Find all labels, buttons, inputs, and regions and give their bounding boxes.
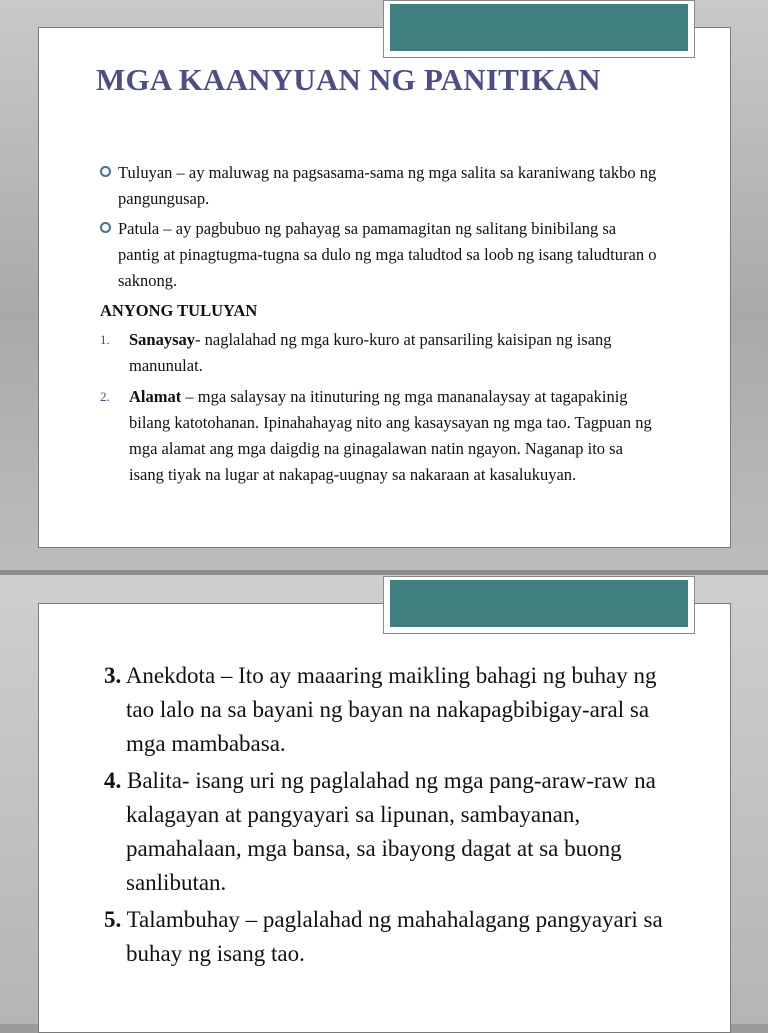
circle-bullet-icon (100, 166, 111, 177)
bullet-text: Tuluyan – ay maluwag na pagsasama-sama ng mga salita sa karaniwang takbo ng pangungusap. (118, 163, 657, 208)
item-term: Sanaysay (129, 330, 196, 349)
slide-1-header-tab (383, 0, 695, 58)
item-number: 1. (100, 332, 110, 347)
circle-bullet-icon (100, 222, 111, 233)
slide-2-body (104, 659, 664, 974)
numbered-item (104, 764, 664, 900)
section-heading: ANYONG TULUYAN (100, 301, 258, 320)
item-number: 4. (104, 768, 122, 793)
item-number: 3. (104, 663, 122, 688)
item-number: 5. (104, 907, 122, 932)
item-text: Talambuhay – paglalahad ng mahahalagang pangyayari sa buhay ng isang tao. (121, 907, 663, 966)
item-term: Alamat (129, 387, 182, 406)
item-text: Anekdota – Ito ay maaaring maikling bahagi ng buhay ng tao lalo na sa bayani ng bayan na nakapagbibigay-aral sa mga mambabasa. (121, 663, 657, 756)
slide-1-body (100, 160, 660, 493)
numbered-item (100, 327, 660, 379)
numbered-item (100, 384, 660, 488)
slide-title: MGA KAANYUAN NG PANITIKAN (96, 62, 601, 97)
item-description: - naglalahad ng mga kuro-kuro at pansariling kaisipan ng isang manunulat. (129, 330, 612, 375)
slide-2-header-tab (383, 576, 695, 634)
bullet-item (100, 216, 660, 294)
item-text: Balita- isang uri ng paglalahad ng mga pang-araw-raw na kalagayan at pangyayari sa lipunan, sambayanan, pamahalaan, mga bansa, sa ibayong dagat at sa buong sanlibutan. (121, 768, 656, 895)
bullet-item (100, 160, 660, 212)
numbered-item (104, 659, 664, 761)
numbered-item (104, 903, 664, 971)
header-tab-accent (390, 4, 688, 51)
item-number: 2. (100, 389, 110, 404)
bullet-text: Patula – ay pagbubuo ng pahayag sa pamamagitan ng salitang binibilang sa pantig at pinagtugma-tugna sa dulo ng mga taludtod sa loob ng isang taludturan o saknong. (118, 219, 657, 290)
item-description: – mga salaysay na itinuturing ng mga mananalaysay at tagapakinig bilang katotohanan. Ipinahahayag nito ang kasaysayan ng mga tao. Tagpuan ng mga alamat ang mga daigdig na ginagalawan natin ngayon. Naganap ito sa isang tiyak na lugar at nakapag-uugnay sa nakaraan at kasalukuyan. (129, 387, 652, 484)
header-tab-accent (390, 580, 688, 627)
